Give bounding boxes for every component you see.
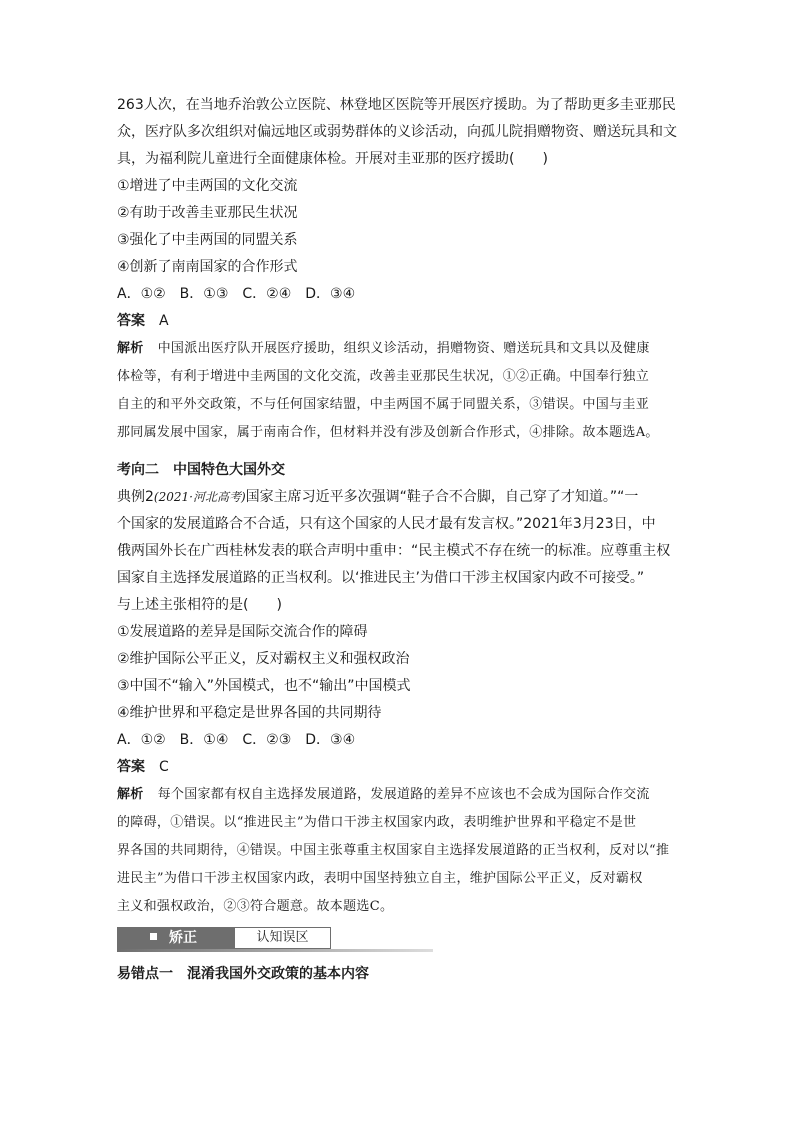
analysis-label: 解析	[117, 341, 144, 356]
q1-answer	[117, 308, 679, 335]
question-1	[117, 92, 679, 447]
analysis-label: 解析	[117, 787, 144, 802]
q2-choices: A．①② B．①④ C．②③ D．③④	[117, 732, 356, 748]
section-title: 中国特色大国外交	[173, 462, 285, 478]
q1-option-4: ④创新了南南国家的合作形式	[117, 259, 298, 275]
question-2	[117, 484, 679, 921]
section-number: 考向二	[117, 462, 159, 478]
q2-stem-line	[117, 484, 679, 511]
q2-answer	[117, 754, 679, 781]
q2-stem-line: 个国家的发展道路合不合适，只有这个国家的人民才最有发言权。”2021年3月23日，中	[117, 516, 656, 532]
banner-dark-label: 矫正	[169, 930, 197, 946]
q1-stem-line: 263人次，在当地乔治敦公立医院、林登地区医院等开展医疗援助。为了帮助更多圭亚那民	[117, 97, 676, 113]
q1-option-3: ③强化了中圭两国的同盟关系	[117, 232, 298, 248]
q2-option-4: ④维护世界和平稳定是世界各国的共同期待	[117, 705, 382, 721]
q1-analysis-line: 那同属发展中国家，属于南南合作，但材料并没有涉及创新合作形式，④排除。故本题选A。	[117, 425, 659, 440]
stem-text: 国家主席习近平多次强调“鞋子合不合脚，自己穿了才知道。”“一	[245, 489, 639, 505]
analysis-text: 中国派出医疗队开展医疗援助，组织义诊活动，捐赠物资、赠送玩具和文具以及健康	[157, 341, 650, 356]
q1-analysis-line: 自主的和平外交政策，不与任何国家结盟，中圭两国不属于同盟关系，③错误。中国与圭亚	[117, 397, 650, 412]
answer-value: A	[159, 313, 169, 329]
q2-analysis-line: 主义和强权政治，②③符合题意。故本题选C。	[117, 899, 394, 914]
q1-stem-line: 具，为福利院儿童进行全面健康体检。开展对圭亚那的医疗援助( )	[117, 151, 548, 167]
analysis-text: 每个国家都有权自主选择发展道路，发展道路的差异不应该也不会成为国际合作交流	[157, 787, 650, 802]
banner-underline	[117, 949, 433, 952]
q1-choices: A．①② B．①③ C．②④ D．③④	[117, 286, 356, 302]
q2-option-1: ①发展道路的差异是国际交流合作的障碍	[117, 624, 368, 640]
q2-option-2: ②维护国际公平正义，反对霸权主义和强权政治	[117, 651, 410, 667]
error-point-label: 易错点一	[117, 966, 173, 982]
q2-option-3: ③中国不“输入”外国模式，也不“输出”中国模式	[117, 678, 411, 694]
error-point-heading	[117, 961, 679, 988]
section-banner	[117, 927, 433, 949]
q2-analysis-line: 进民主”为借口干涉主权国家内政，表明中国坚持独立自主，维护国际公平正义，反对霸权	[117, 871, 643, 886]
banner-light-tab: 认知误区	[234, 927, 331, 949]
q2-analysis-line: 的障碍，①错误。以“推进民主”为借口干涉主权国家内政，表明维护世界和平稳定不是世	[117, 815, 637, 830]
banner-dark-tab	[117, 927, 234, 949]
q2-stem-line: 国家自主选择发展道路的正当权利。以‘推进民主’为借口干涉主权国家内政不可接受。”	[117, 570, 645, 586]
spacer	[117, 447, 679, 457]
q1-analysis-line: 体检等，有利于增进中圭两国的文化交流，改善圭亚那民生状况，①②正确。中国奉行独立	[117, 369, 650, 384]
spacer	[117, 953, 679, 961]
q1-stem-line: 众，医疗队多次组织对偏远地区或弱势群体的义诊活动，向孤儿院捐赠物资、赠送玩具和文	[117, 124, 677, 140]
section-heading	[117, 457, 679, 484]
q2-stem-line: 俄两国外长在广西桂林发表的联合声明中重申：“民主模式不存在统一的标准。应尊重主权	[117, 543, 671, 559]
answer-value: C	[159, 759, 169, 775]
q1-analysis-line	[117, 335, 679, 363]
q1-option-2: ②有助于改善圭亚那民生状况	[117, 205, 298, 221]
q2-analysis-line: 界各国的共同期待，④错误。中国主张尊重主权国家自主选择发展道路的正当权利，反对以“推	[117, 843, 670, 858]
q1-option-1: ①增进了中圭两国的文化交流	[117, 178, 298, 194]
answer-label: 答案	[117, 313, 145, 329]
page-content	[117, 92, 679, 988]
error-point-text: 混淆我国外交政策的基本内容	[187, 966, 369, 982]
example-label: 典例2	[117, 489, 154, 505]
q2-stem-line: 与上述主张相符的是( )	[117, 597, 282, 613]
q2-analysis-line	[117, 781, 679, 809]
square-bullet-icon	[150, 933, 157, 940]
answer-label: 答案	[117, 759, 145, 775]
source-tag: (2021·河北高考)	[153, 490, 246, 504]
